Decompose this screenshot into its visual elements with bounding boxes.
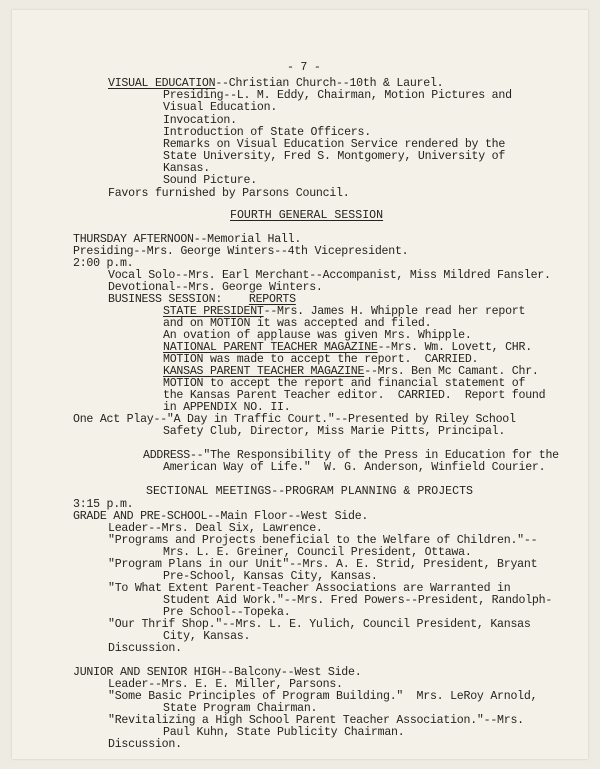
visual-education-line: Remarks on Visual Education Service rendered by the	[163, 138, 506, 151]
one-act-play: One Act Play--"A Day in Traffic Court."--Presented by Riley School	[73, 413, 516, 426]
address-line-cont: American Way of Life." W. G. Anderson, Winfield Courier.	[163, 461, 546, 474]
reports-label: REPORTS	[248, 293, 296, 306]
junior-line: "Some Basic Principles of Program Building." Mrs. LeRoy Arnold,	[108, 690, 538, 703]
visual-education-line: Invocation.	[163, 114, 237, 127]
vocal-solo: Vocal Solo--Mrs. Earl Merchant--Accompanist, Miss Mildred Fansler.	[108, 269, 551, 282]
grade-line: Student Aid Work."--Mrs. Fred Powers--President, Randolph-	[163, 594, 553, 607]
kansas-magazine-label: KANSAS PARENT TEACHER MAGAZINE	[163, 365, 365, 378]
grade-line: Mrs. L. E. Greiner, Council President, Ottawa.	[163, 546, 472, 559]
report-line: MOTION to accept the report and financial statement of	[163, 377, 526, 390]
grade-line: City, Kansas.	[163, 630, 251, 643]
junior-line: Paul Kuhn, State Publicity Chairman.	[163, 726, 405, 739]
junior-line: Leader--Mrs. E. E. Miller, Parsons.	[108, 678, 343, 691]
national-magazine-label: NATIONAL PARENT TEACHER MAGAZINE	[163, 341, 378, 354]
junior-senior-title: JUNIOR AND SENIOR HIGH--Balcony--West Side.	[73, 666, 362, 679]
one-act-play-cont: Safety Club, Director, Miss Marie Pitts, Principal.	[163, 425, 506, 438]
session-location: THURSDAY AFTERNOON--Memorial Hall.	[73, 233, 302, 246]
grade-line: "Our Thrif Shop."--Mrs. L. E. Yulich, Council President, Kansas	[108, 618, 531, 631]
session-time: 2:00 p.m.	[73, 257, 134, 270]
devotional: Devotional--Mrs. George Winters.	[108, 281, 323, 294]
visual-education-line: Sound Picture.	[163, 174, 257, 187]
page-number: - 7 -	[287, 61, 321, 74]
sectional-heading: SECTIONAL MEETINGS--PROGRAM PLANNING & PROJECTS	[146, 485, 473, 498]
grade-line: Pre-School, Kansas City, Kansas.	[163, 570, 378, 583]
grade-line: "To What Extent Parent-Teacher Associations are Warranted in	[108, 582, 511, 595]
visual-education-line: Presiding--L. M. Eddy, Chairman, Motion Pictures and	[163, 89, 512, 102]
grade-line: "Program Plans in our Unit"--Mrs. A. E. Strid, President, Bryant	[108, 558, 538, 571]
junior-line: "Revitalizing a High School Parent Teacher Association."--Mrs.	[108, 714, 524, 727]
junior-line: State Program Chairman.	[163, 702, 318, 715]
business-session-label: BUSINESS SESSION:	[108, 293, 223, 306]
report-line: NATIONAL PARENT TEACHER MAGAZINE--Mrs. Wm. Lovett, CHR.	[163, 341, 532, 354]
report-line: STATE PRESIDENT--Mrs. James H. Whipple read her report	[163, 305, 526, 318]
grade-line: Pre School--Topeka.	[163, 606, 291, 619]
report-line: MOTION was made to accept the report. CARRIED.	[163, 353, 479, 366]
grade-preschool-title: GRADE AND PRE-SCHOOL--Main Floor--West Side.	[73, 510, 369, 523]
visual-education-line: State University, Fred S. Montgomery, University of	[163, 150, 506, 163]
visual-education-line: Introduction of State Officers.	[163, 126, 371, 139]
grade-line: "Programs and Projects beneficial to the Welfare of Children."--	[108, 534, 538, 547]
session-presiding: Presiding--Mrs. George Winters--4th Vicepresident.	[73, 245, 409, 258]
favors-line: Favors furnished by Parsons Council.	[108, 187, 350, 200]
visual-education-title: VISUAL EDUCATION	[108, 77, 216, 90]
report-line: the Kansas Parent Teacher editor. CARRIED. Report found	[163, 389, 546, 402]
report-line: KANSAS PARENT TEACHER MAGAZINE--Mrs. Ben Mc Camant. Chr.	[163, 365, 539, 378]
address-line: ADDRESS--"The Responsibility of the Press in Education for the	[143, 449, 559, 462]
visual-education-location: --Christian Church--10th & Laurel.	[215, 77, 444, 90]
grade-line: Discussion.	[108, 642, 182, 655]
grade-line: Leader--Mrs. Deal Six, Lawrence.	[108, 522, 323, 535]
report-line: An ovation of applause was given Mrs. Whipple.	[163, 329, 472, 342]
junior-line: Discussion.	[108, 738, 182, 751]
visual-education-line: Kansas.	[163, 162, 210, 175]
sectional-time: 3:15 p.m.	[73, 498, 134, 511]
report-line: in APPENDIX NO. II.	[163, 401, 291, 414]
visual-education-line: Visual Education.	[163, 101, 278, 114]
report-line: and on MOTION it was accepted and filed.	[163, 317, 432, 330]
fourth-session-heading: FOURTH GENERAL SESSION	[230, 209, 384, 222]
state-president-label: STATE PRESIDENT	[163, 305, 264, 318]
